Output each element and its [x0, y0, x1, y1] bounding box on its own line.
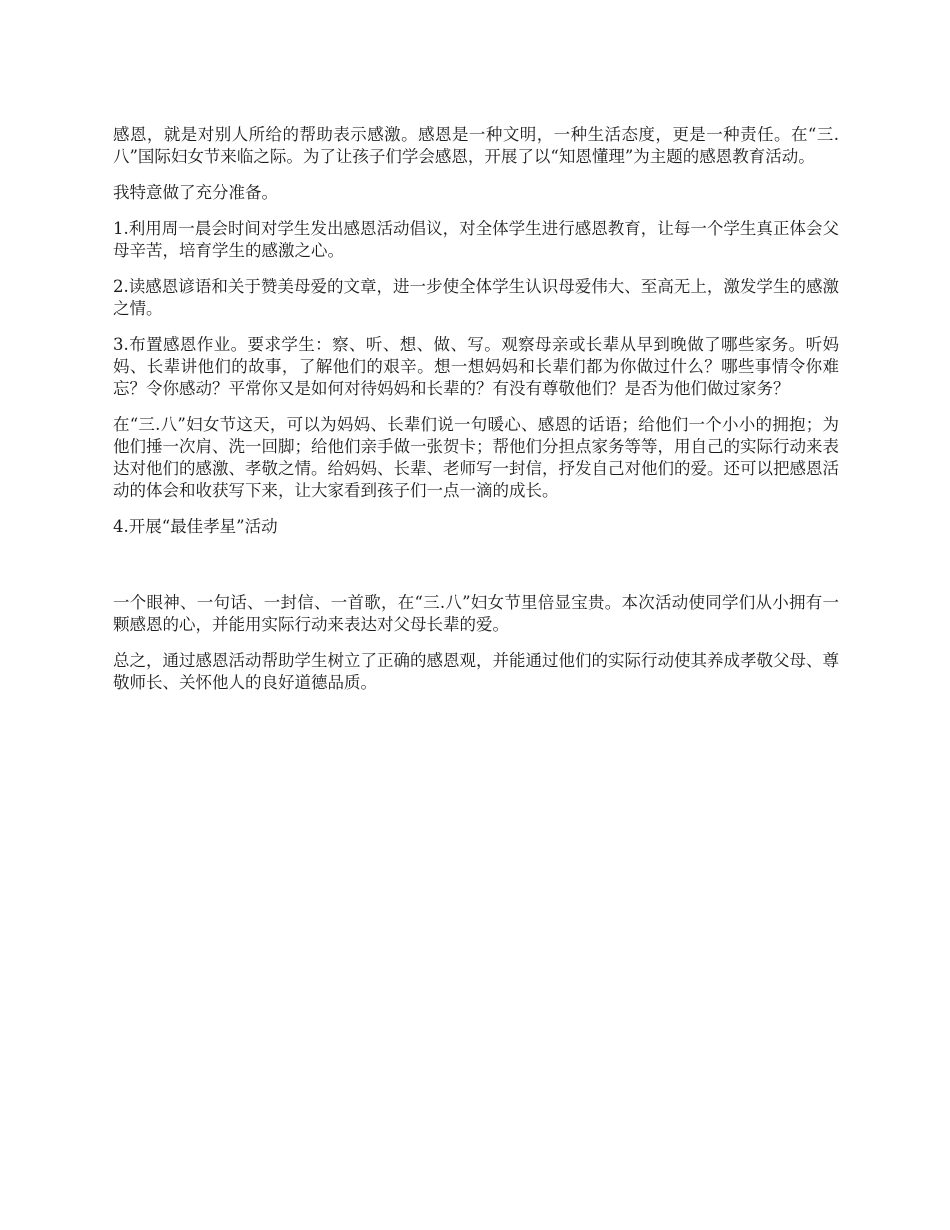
paragraph-item-3: 3.布置感恩作业。要求学生：察、听、想、做、写。观察母亲或长辈从早到晚做了哪些家务。听妈妈、长辈讲他们的故事，了解他们的艰辛。想一想妈妈和长辈们都为你做过什么？哪些事情令你难忘？令你感动？平常你又是如何对待妈妈和长辈的？有没有尊敬他们？是否为他们做过家务？: [113, 335, 839, 398]
paragraph-item-1: 1.利用周一晨会时间对学生发出感恩活动倡议，对全体学生进行感恩教育，让每一个学生真正体会父母辛苦，培育学生的感激之心。: [113, 219, 839, 260]
blank-gap: [113, 552, 839, 592]
paragraph-item-2: 2.读感恩谚语和关于赞美母爱的文章，进一步使全体学生认识母爱伟大、至高无上，激发学生的感激之情。: [113, 277, 839, 318]
paragraph-conclusion: 总之，通过感恩活动帮助学生树立了正确的感恩观，并能通过他们的实际行动使其养成孝敬父母、尊敬师长、关怀他人的良好道德品质。: [113, 651, 839, 692]
document-body: [113, 124, 839, 708]
paragraph-item-4: 4.开展“最佳孝星”活动: [113, 517, 278, 536]
paragraph-intro: 感恩，就是对别人所给的帮助表示感激。感恩是一种文明，一种生活态度，更是一种责任。在“三.八”国际妇女节来临之际。为了让孩子们学会感恩，开展了以“知恩懂理”为主题的感恩教育活动。: [113, 125, 839, 166]
paragraph-result: 一个眼神、一句话、一封信、一首歌，在“三.八”妇女节里倍显宝贵。本次活动使同学们从小拥有一颗感恩的心，并能用实际行动来表达对父母长辈的爱。: [113, 593, 839, 634]
paragraph-womens-day: 在“三.八”妇女节这天，可以为妈妈、长辈们说一句暖心、感恩的话语；给他们一个小小的拥抱；为他们捶一次肩、洗一回脚；给他们亲手做一张贺卡；帮他们分担点家务等等，用自己的实际行动来表达对他们的感激、孝敬之情。给妈妈、长辈、老师写一封信，抒发自己对他们的爱。还可以把感恩活动的体会和收获写下来，让大家看到孩子们一点一滴的成长。: [113, 415, 839, 500]
paragraph-preparation: 我特意做了充分准备。: [113, 183, 278, 202]
